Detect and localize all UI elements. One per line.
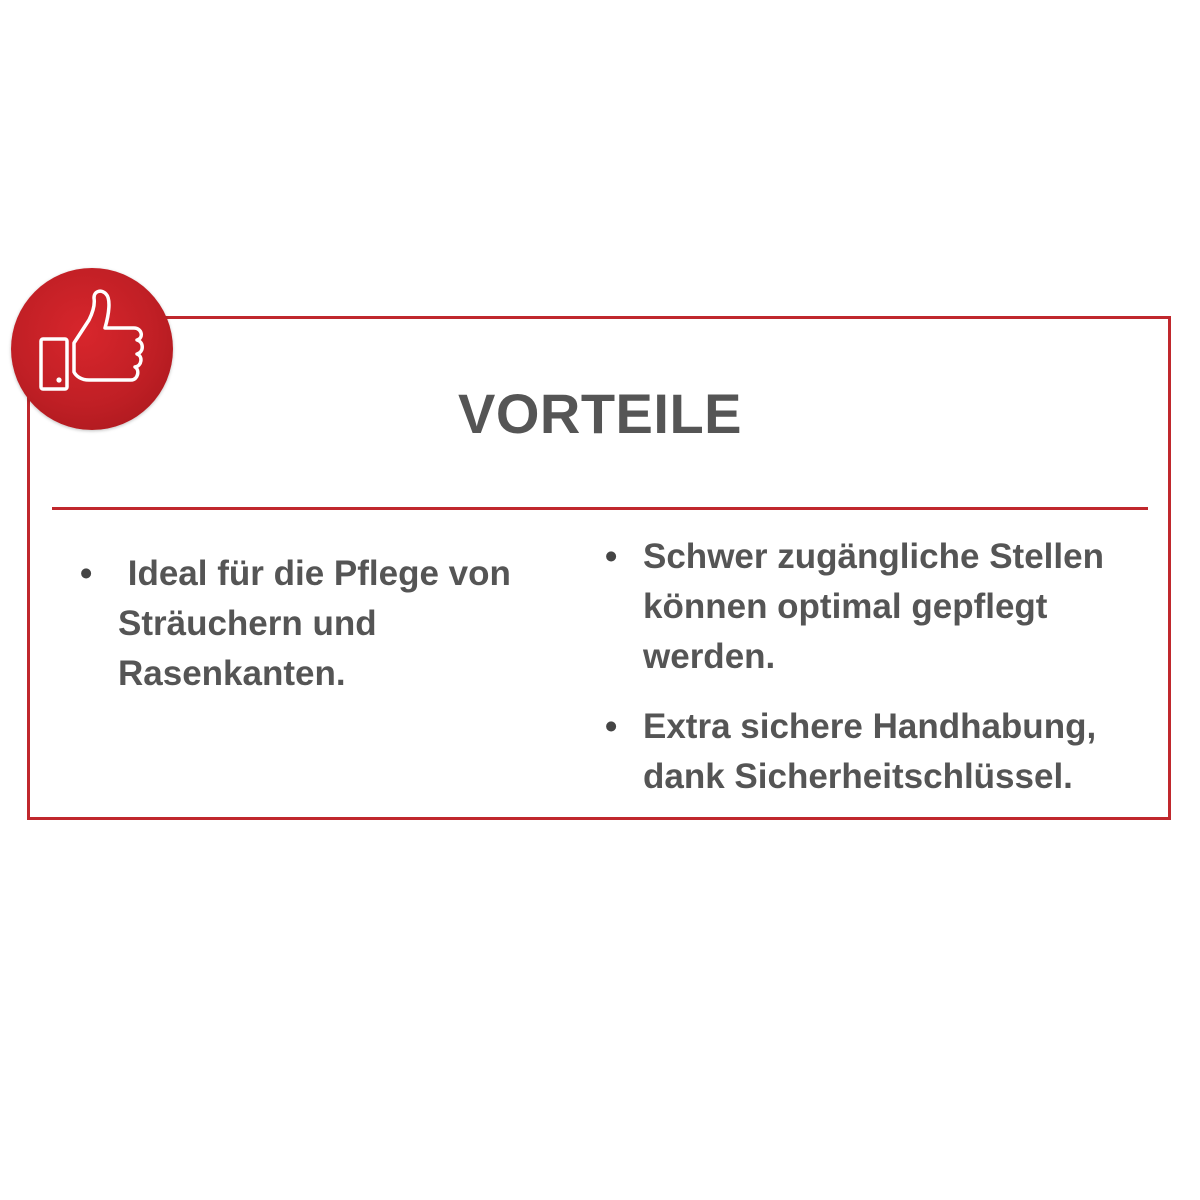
list-item — [605, 702, 1165, 802]
list-item — [605, 532, 1165, 682]
left-bullet-list — [80, 549, 520, 717]
list-item-text: Ideal für die Pflege von Sträuchern und Rasenkanten. — [118, 554, 521, 693]
title-divider — [52, 507, 1148, 510]
bullet-icon: • — [605, 707, 618, 746]
bullet-icon: • — [605, 537, 618, 576]
right-bullet-list — [605, 532, 1165, 820]
page-title: VORTEILE — [457, 382, 743, 445]
list-item — [80, 549, 520, 699]
bullet-icon: • — [80, 554, 93, 593]
thumbs-up-icon — [11, 268, 173, 430]
list-item-text: Extra sichere Handhabung, dank Sicherheitschlüssel. — [643, 707, 1097, 796]
thumbs-up-badge — [11, 268, 173, 430]
list-item-text: Schwer zugängliche Stellen können optimal gepflegt werden. — [643, 537, 1104, 676]
